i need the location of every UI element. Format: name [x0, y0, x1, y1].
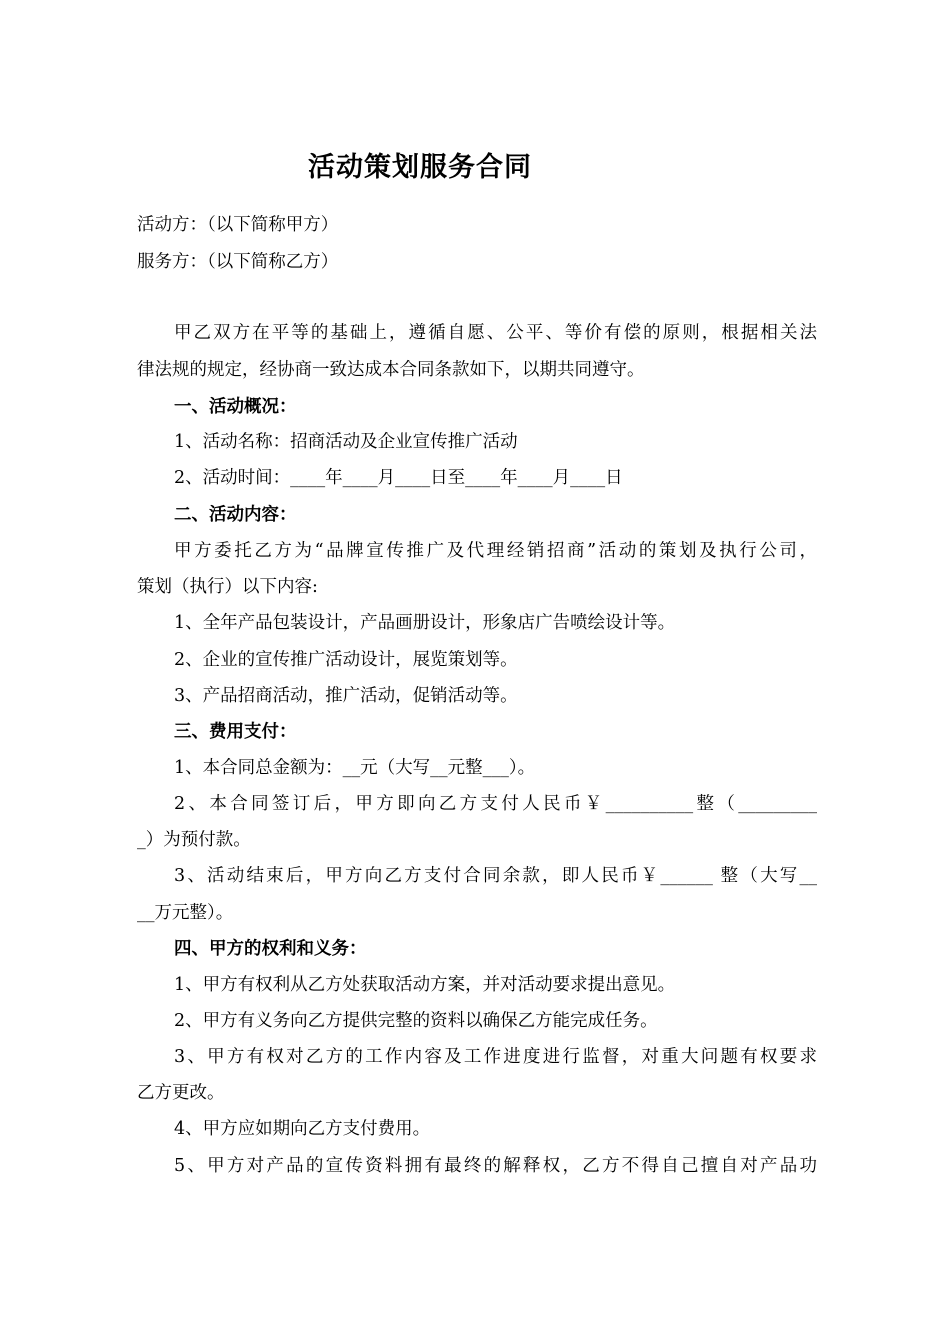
section-4-item-2: 2、甲方有义务向乙方提供完整的资料以确保乙方能完成任务。 [174, 1011, 658, 1031]
section-4-item-3-line-1: 3、甲方有权对乙方的工作内容及工作进度进行监督，对重大问题有权要求 [174, 1047, 817, 1067]
section-4-item-1: 1、甲方有权利从乙方处获取活动方案，并对活动要求提出意见。 [174, 975, 676, 995]
party-b-line: 服务方：（以下简称乙方） [137, 252, 339, 272]
section-2-item-2: 2、企业的宣传推广活动设计，展览策划等。 [174, 650, 518, 670]
section-2-heading: 二、活动内容： [174, 505, 297, 525]
section-4-item-4: 4、甲方应如期向乙方支付费用。 [174, 1119, 431, 1139]
section-3-item-3-line-2: __万元整）。 [137, 903, 234, 923]
section-1-item-2: 2、活动时间：____年____月____日至____年____月____日 [174, 468, 623, 488]
section-3-heading: 三、费用支付： [174, 722, 297, 742]
section-4-item-5: 5、甲方对产品的宣传资料拥有最终的解释权，乙方不得自己擅自对产品功 [174, 1156, 817, 1176]
intro-line-1: 甲乙双方在平等的基础上，遵循自愿、公平、等价有偿的原则，根据相关法 [174, 323, 817, 343]
section-1-heading: 一、活动概况： [174, 397, 297, 417]
section-2-item-1: 1、全年产品包装设计，产品画册设计，形象店广告喷绘设计等。 [174, 613, 676, 633]
section-2-item-3: 3、产品招商活动，推广活动，促销活动等。 [174, 686, 518, 706]
party-a-line: 活动方：（以下简称甲方） [137, 215, 339, 235]
section-3-item-2-line-2: _）为预付款。 [137, 830, 251, 850]
section-3-item-3-line-1: 3、活动结束后，甲方向乙方支付合同余款，即人民币￥______ 整（大写__ [174, 866, 817, 886]
section-1-item-1: 1、活动名称：招商活动及企业宣传推广活动 [174, 432, 518, 452]
section-3-item-2-line-1: 2、本合同签订后，甲方即向乙方支付人民币￥__________整（_________ [174, 794, 817, 814]
section-2-para-line-2: 策划（执行）以下内容: [137, 577, 318, 597]
section-4-heading: 四、甲方的权利和义务： [174, 939, 367, 959]
section-3-item-1: 1、本合同总金额为：__元（大写__元整___）。 [174, 758, 536, 778]
intro-line-2: 律法规的规定，经协商一致达成本合同条款如下，以期共同遵守。 [137, 360, 645, 380]
section-2-para-line-1: 甲方委托乙方为“品牌宣传推广及代理经销招商”活动的策划及执行公司， [174, 541, 817, 561]
section-4-item-3-line-2: 乙方更改。 [137, 1083, 225, 1103]
document-title: 活动策划服务合同 [308, 152, 532, 183]
